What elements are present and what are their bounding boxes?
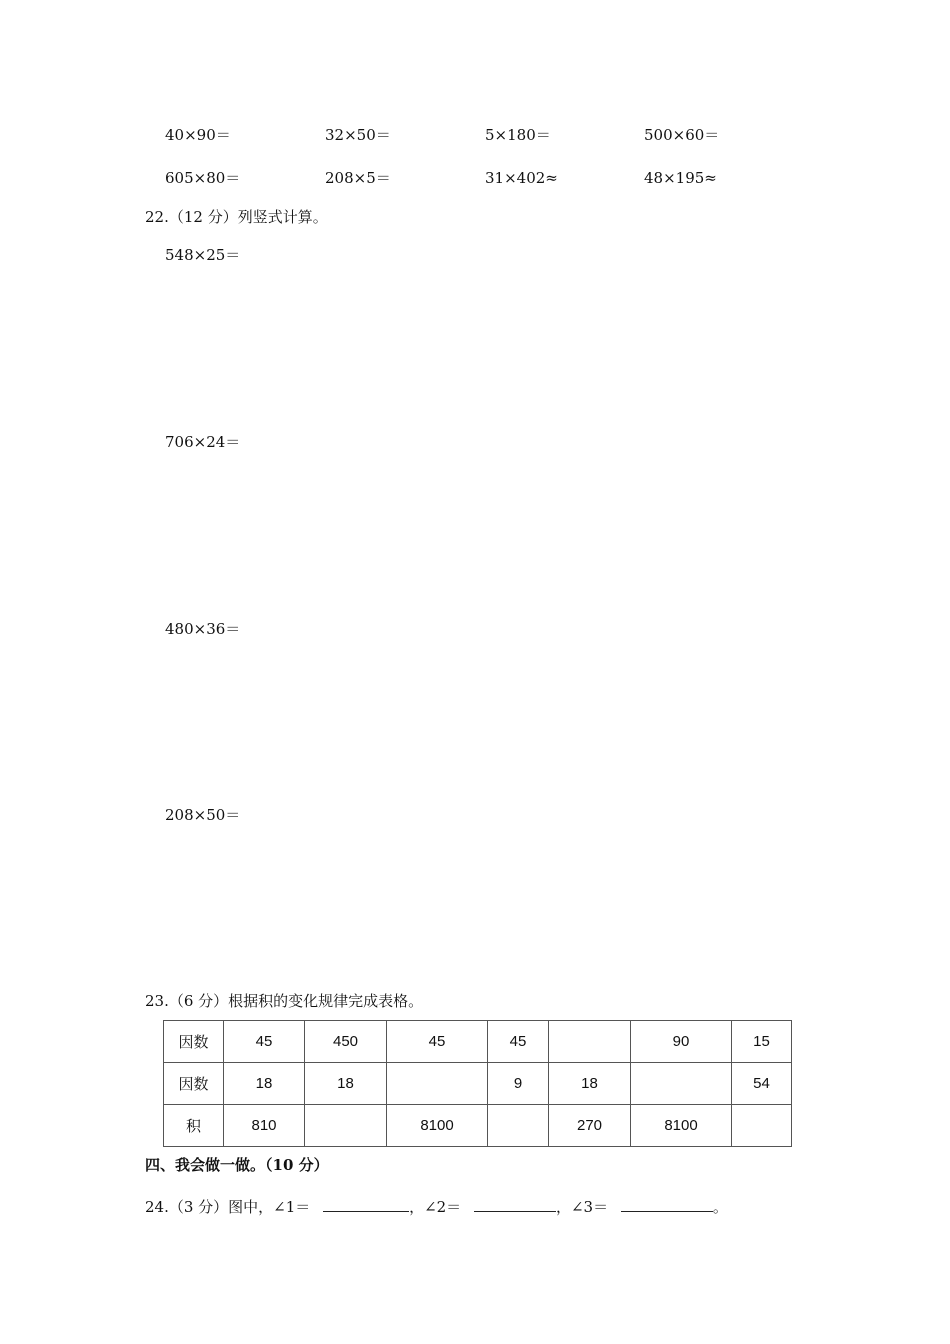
table-cell-blank[interactable] xyxy=(305,1105,387,1147)
table-row-header: 因数 xyxy=(164,1063,224,1105)
calc-item: 605×80＝ xyxy=(165,169,241,187)
table-cell: 9 xyxy=(488,1063,549,1105)
table-row xyxy=(164,1105,792,1147)
table-cell-blank[interactable] xyxy=(732,1105,792,1147)
vertical-calc-item: 706×24＝ xyxy=(165,433,241,451)
table-cell-blank[interactable] xyxy=(549,1021,631,1063)
table-cell: 54 xyxy=(732,1063,792,1105)
calc-item: 40×90＝ xyxy=(165,126,231,144)
table-cell: 45 xyxy=(488,1021,549,1063)
question-24-prefix: 24.（3 分）图中，∠1＝ xyxy=(145,1198,311,1216)
vertical-calc-item: 548×25＝ xyxy=(165,246,241,264)
question-24-suffix: 。 xyxy=(712,1198,728,1216)
table-cell: 810 xyxy=(224,1105,305,1147)
question-24-sep: ，∠3＝ xyxy=(555,1198,609,1216)
table-cell: 18 xyxy=(305,1063,387,1105)
table-cell-blank[interactable] xyxy=(488,1105,549,1147)
question-23-title: 23.（6 分）根据积的变化规律完成表格。 xyxy=(145,992,424,1010)
table-cell-blank[interactable] xyxy=(387,1063,488,1105)
vertical-calc-item: 480×36＝ xyxy=(165,620,241,638)
calc-item: 31×402≈ xyxy=(485,169,558,187)
table-cell: 270 xyxy=(549,1105,631,1147)
calc-item: 500×60＝ xyxy=(644,126,720,144)
answer-blank-angle-2[interactable] xyxy=(474,1197,556,1212)
calc-item: 32×50＝ xyxy=(325,126,391,144)
answer-blank-angle-3[interactable] xyxy=(621,1197,713,1212)
question-22-title: 22.（12 分）列竖式计算。 xyxy=(145,208,328,226)
table-cell: 8100 xyxy=(387,1105,488,1147)
table-cell: 8100 xyxy=(631,1105,732,1147)
table-cell: 45 xyxy=(387,1021,488,1063)
table-row-header: 积 xyxy=(164,1105,224,1147)
table-cell: 90 xyxy=(631,1021,732,1063)
calc-item: 208×5＝ xyxy=(325,169,391,187)
table-cell-blank[interactable] xyxy=(631,1063,732,1105)
calc-item: 48×195≈ xyxy=(644,169,717,187)
calc-item: 5×180＝ xyxy=(485,126,551,144)
table-row xyxy=(164,1063,792,1105)
question-24 xyxy=(145,1197,728,1215)
table-cell: 45 xyxy=(224,1021,305,1063)
table-row xyxy=(164,1021,792,1063)
table-cell: 15 xyxy=(732,1021,792,1063)
table-cell: 18 xyxy=(224,1063,305,1105)
table-cell: 18 xyxy=(549,1063,631,1105)
table-row-header: 因数 xyxy=(164,1021,224,1063)
section-4-title: 四、我会做一做。（10 分） xyxy=(145,1156,329,1174)
vertical-calc-item: 208×50＝ xyxy=(165,806,241,824)
product-rule-table xyxy=(163,1020,792,1147)
answer-blank-angle-1[interactable] xyxy=(323,1197,409,1212)
table-cell: 450 xyxy=(305,1021,387,1063)
question-24-sep: ，∠2＝ xyxy=(409,1198,462,1216)
